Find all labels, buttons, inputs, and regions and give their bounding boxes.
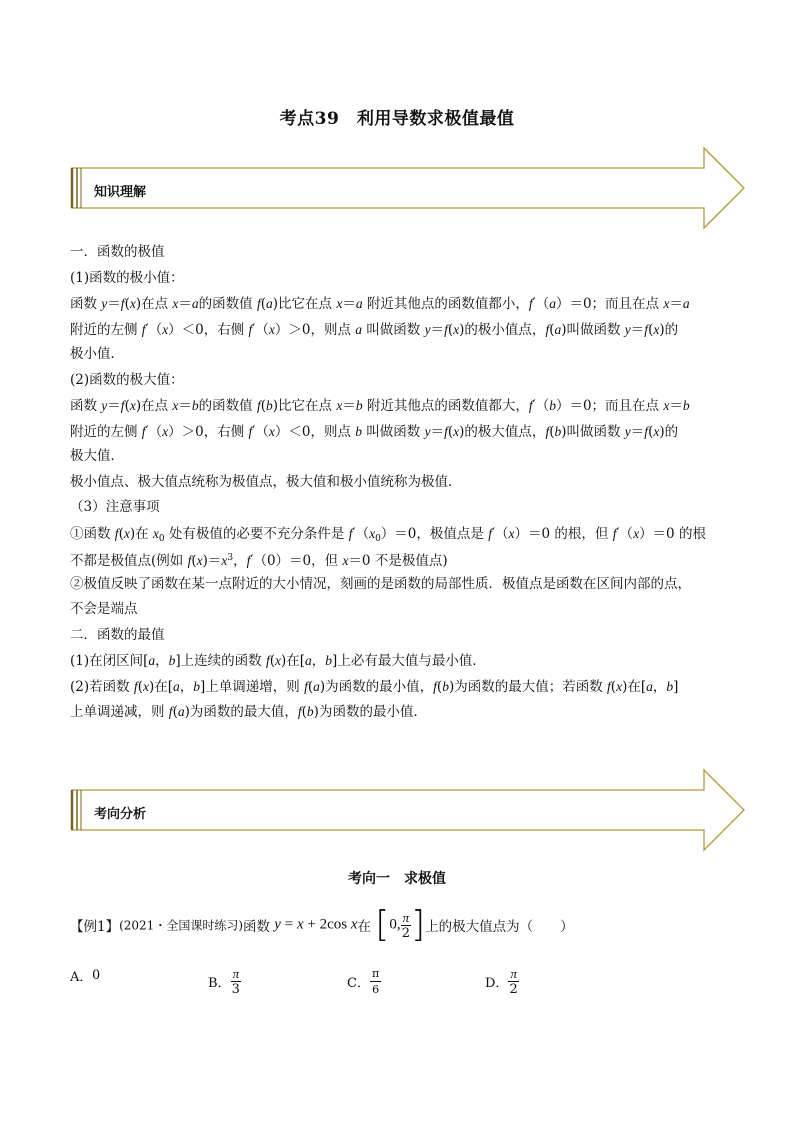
fraction: $\frac{\pi}{2}$ — [509, 966, 518, 997]
fraction: $\frac{\pi}{2}$ — [401, 909, 410, 941]
section-banner-analysis — [62, 768, 746, 852]
paragraph-line: ①函数 f(x)在 $x_0$ 处有极值的必要不充分条件是 $f'(x_0)=0$，极值点是 f′（x）＝0 的根，但 f′（x）＝0 的根 — [70, 525, 706, 544]
page-title: 考点39 利用导数求极值最值 — [279, 109, 515, 129]
section-banner-knowledge — [62, 146, 746, 230]
subheading-notes: （3）注意事项 — [70, 499, 160, 515]
paragraph-line: 极大值． — [70, 448, 124, 464]
banner-label: 考向分析 — [94, 807, 147, 822]
subheading-max: (2)函数的极大值： — [70, 371, 184, 388]
arrow-banner-shape — [62, 146, 746, 230]
heading-maxmin: 二．函数的最值 — [70, 626, 165, 643]
paragraph-line: 极小值点、极大值点统称为极值点，极大值和极小值统称为极值． — [70, 473, 462, 490]
option-b[interactable]: B． $\frac{\pi}{3}$ — [208, 966, 240, 997]
option-a[interactable]: A．0 — [70, 967, 100, 985]
fraction: $\frac{\pi}{3}$ — [231, 966, 240, 997]
paragraph-line: 函数 y＝f(x)在点 x＝b的函数值 f(b)比它在点 x＝b 附近其他点的函数值都大，f′（b）＝0；而且在点 x＝b — [70, 398, 690, 414]
example-tag: 【例1】 — [70, 919, 120, 935]
paragraph-line: 不都是极值点(例如 $f(x)=x^3$，f′（0）＝0，但 x＝0 不是极值点) — [70, 553, 448, 569]
paragraph-line: 函数 y＝f(x)在点 x＝a的函数值 f(a)比它在点 x＝a 附近其他点的函数值都小，f′（a）＝0；而且在点 x＝a — [70, 296, 690, 312]
subheading-min: (1)函数的极小值： — [70, 269, 184, 286]
paragraph-line: ②极值反映了函数在某一点附近的大小情况，刻画的是函数的局部性质．极值点是函数在区间内部的点， — [70, 575, 691, 592]
paragraph-line: (1)在闭区间[a，b]上连续的函数 f(x)在[a，b]上必有最大值与最小值． — [70, 653, 486, 669]
example-source: (2021・全国课时练习) — [119, 918, 243, 933]
paragraph-line: 不会是端点 — [70, 601, 138, 617]
knowledge-content — [70, 240, 726, 725]
fraction: $\frac{\pi}{6}$ — [371, 967, 380, 996]
paragraph-line: (2)若函数 f(x)在[a，b]上单调递增，则 f(a)为函数的最小值，f(b)为函数的最大值；若函数 f(x)在[a，b] — [70, 678, 679, 695]
option-c[interactable]: C． $\frac{\pi}{6}$ — [347, 967, 380, 996]
arrow-banner-shape — [62, 768, 746, 852]
heading-extremum: 一．函数的极值 — [70, 244, 165, 260]
paragraph-line: 附近的左侧 f′（x）＜0，右侧 f′（x）＞0，则点 a 叫做函数 y＝f(x)的极小值点，f(a)叫做函数 y＝f(x)的 — [70, 321, 679, 338]
banner-label: 知识理解 — [94, 185, 147, 200]
paragraph-line: 极小值． — [70, 346, 124, 362]
paragraph-line: 附近的左侧 f′（x）＞0，右侧 f′（x）＜0，则点 b 叫做函数 y＝f(x)的极大值点，f(b)叫做函数 y＝f(x)的 — [70, 423, 679, 440]
example-question: 【例1】(2021・全国课时练习)函数 y = x + 2cos x在 [0, $\frac{\pi}{2}$ ]上的极大值点为（ ） — [70, 904, 574, 945]
section-title: 考向一 求极值 — [348, 871, 446, 887]
option-d[interactable]: D． $\frac{\pi}{2}$ — [485, 966, 518, 997]
paragraph-line: 上单调递减，则 f(a)为函数的最大值，f(b)为函数的最小值． — [70, 704, 427, 720]
